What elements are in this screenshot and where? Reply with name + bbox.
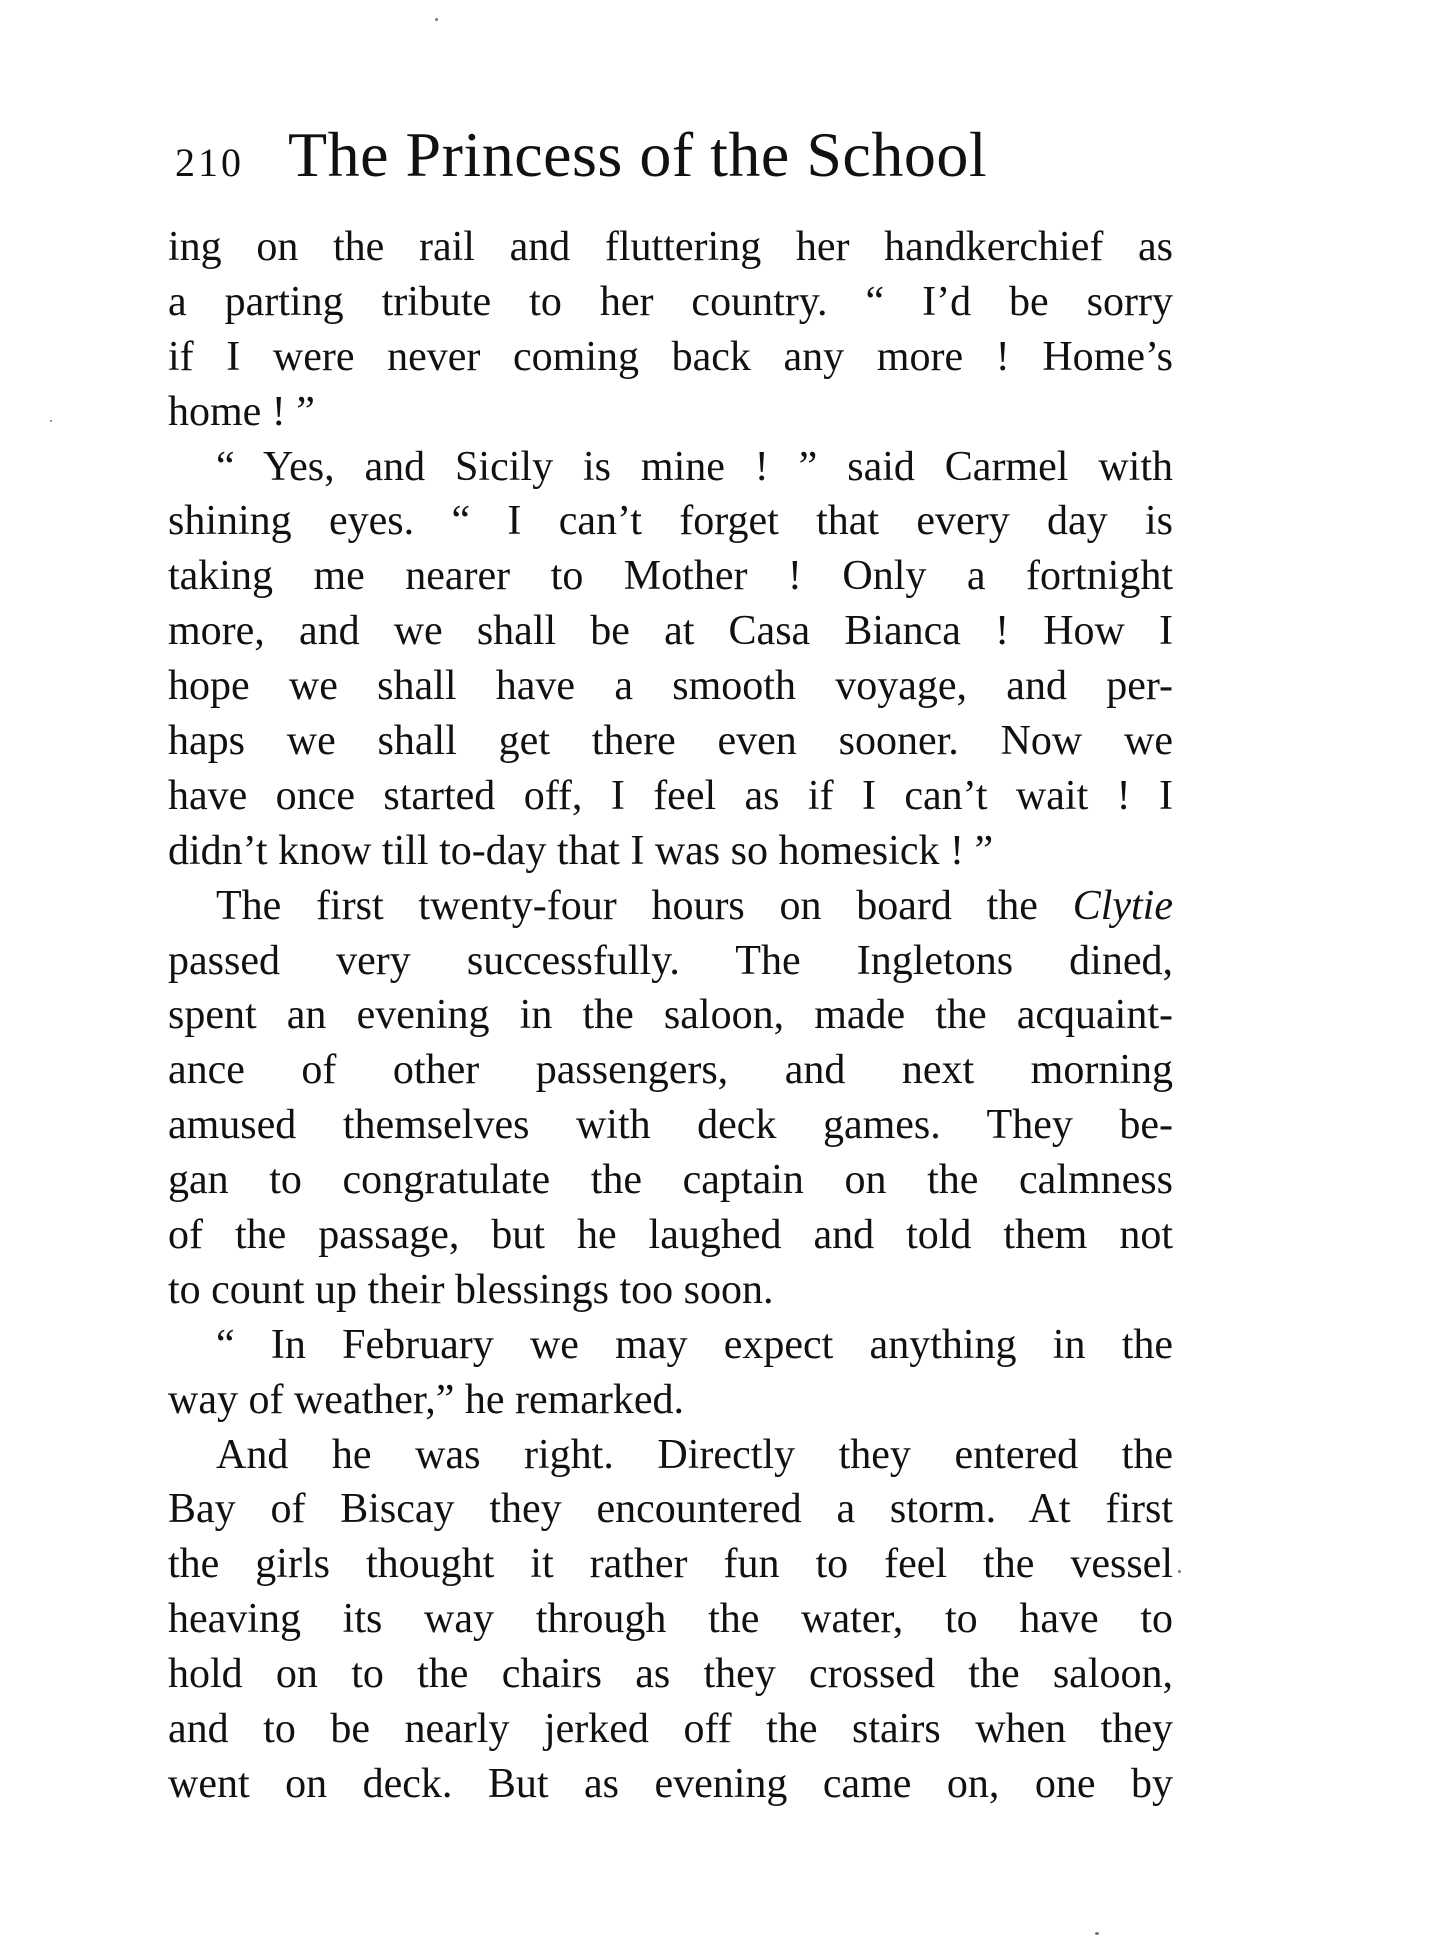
text-line: way of weather,” he remarked. [168,1376,685,1423]
scan-speck [435,18,438,21]
text-line: more, and we shall be at Casa Bianca ! How I [168,608,1173,655]
text-line: if I were never coming back any more ! Home’s [168,333,1173,380]
text-line: gan to congratulate the captain on the calmness [168,1157,1173,1204]
body-text [168,220,1173,1812]
running-title: The Princess of the School [288,119,988,190]
scan-speck [50,420,52,422]
text-line: home ! ” [168,388,315,435]
text-line: taking me nearer to Mother ! Only a fortnight [168,553,1173,600]
text-line: shining eyes. “ I can’t forget that every day is [168,498,1173,545]
paragraph-first-line: “ Yes, and Sicily is mine ! ” said Carmel with [216,443,1173,490]
text-line: the girls thought it rather fun to feel the vessel [168,1541,1173,1588]
text-line: hope we shall have a smooth voyage, and per- [168,663,1173,710]
ship-name: Clytie [1072,882,1173,929]
text-line: amused themselves with deck games. They be- [168,1102,1173,1149]
page-number: 210 [175,140,244,185]
text-line: of the passage, but he laughed and told them not [168,1212,1173,1259]
scan-speck [1178,1570,1181,1573]
text-line: and to be nearly jerked off the stairs when they [168,1706,1173,1753]
text-line: have once started off, I feel as if I can’t wait ! I [168,772,1173,819]
text-line: to count up their blessings too soon. [168,1266,774,1313]
scan-speck [1095,1932,1099,1935]
text-line: haps we shall get there even sooner. Now we [168,718,1173,765]
text-line: spent an evening in the saloon, made the acquaint- [168,992,1173,1039]
text-line: ing on the rail and fluttering her handkerchief as [168,224,1173,270]
paragraph-first-line [168,879,1173,934]
text-line: passed very successfully. The Ingletons dined, [168,937,1173,984]
text-run: The first twenty-four hours on board the [216,882,1073,929]
text-line: didn’t know till to-day that I was so homesick ! ” [168,827,994,874]
text-line: Bay of Biscay they encountered a storm. At first [168,1486,1173,1533]
text-line: heaving its way through the water, to have to [168,1596,1173,1643]
text-line: went on deck. But as evening came on, one by [168,1760,1173,1807]
text-line: ance of other passengers, and next morning [168,1047,1173,1094]
running-head [175,118,1175,198]
paragraph-first-line: And he was right. Directly they entered the [216,1431,1173,1478]
paragraph-first-line: “ In February we may expect anything in the [216,1321,1173,1368]
text-line: a parting tribute to her country. “ I’d be sorry [168,278,1173,325]
text-line: hold on to the chairs as they crossed the saloon, [168,1651,1173,1698]
